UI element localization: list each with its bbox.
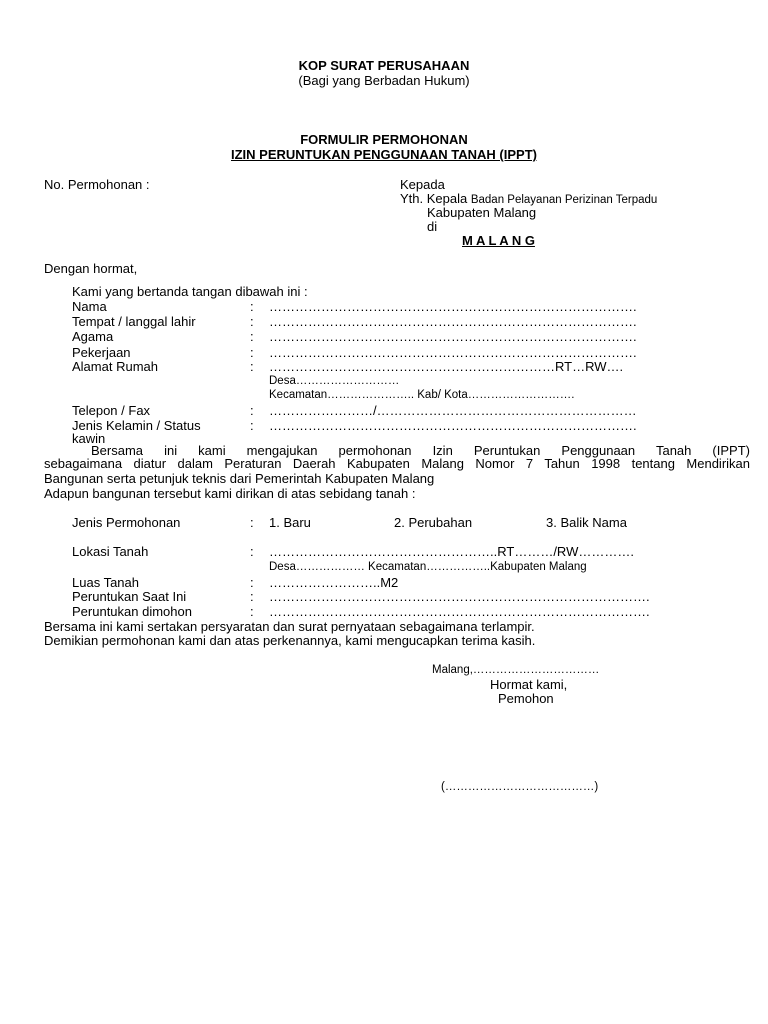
peruntukan-saat-field[interactable]: ……………………………………………………………………………. [269,589,650,604]
closing-line-1: Bersama ini kami sertakan persyaratan dan surat pernyataan sebagaimana terlampir. [44,619,535,634]
jk-colon: : [250,418,254,433]
alamat-field[interactable]: …………………………………………………………RT…RW…. [269,359,624,374]
jk-label: Jenis Kelamin / Status [72,418,201,433]
nama-field[interactable]: …………………………………………………………………………. [269,299,637,314]
paragraph-line-3: Bangunan serta petunjuk teknis dari Pemerintah Kabupaten Malang [44,471,435,486]
letterhead-subtitle: (Bagi yang Berbadan Hukum) [298,73,470,88]
nama-label: Nama [72,299,107,314]
peruntukan-dimohon-colon: : [250,604,254,619]
peruntukan-dimohon-field[interactable]: ……………………………………………………………………………. [269,604,650,619]
recipient-kepada: Kepada [400,177,445,192]
recipient-agency: Badan Pelayanan Perizinan Terpadu [470,194,658,206]
ttl-field[interactable]: …………………………………………………………………………. [269,314,637,329]
jenis-colon: : [250,515,254,530]
option-perubahan[interactable]: 2. Perubahan [394,515,473,530]
telepon-colon: : [250,403,254,418]
form-title: FORMULIR PERMOHONAN [300,132,468,147]
sign-pemohon: Pemohon [498,691,554,706]
intro-text: Kami yang bertanda tangan dibawah ini : [72,284,308,299]
jenis-permohonan-label: Jenis Permohonan [72,515,181,530]
nama-colon: : [250,299,254,314]
pekerjaan-colon: : [250,345,254,360]
pekerjaan-label: Pekerjaan [72,345,131,360]
sign-hormat: Hormat kami, [490,677,568,692]
paragraph-line-2: sebagaimana diatur dalam Peraturan Daerah Kabupaten Malang Nomor 7 Tahun 1998 tentang Mendirikan [44,456,750,471]
agama-label: Agama [72,329,114,344]
lokasi-colon: : [250,544,254,559]
jk-label-continued: kawin [72,431,106,446]
recipient-di: di [427,219,438,234]
land-intro: Adapun bangunan tersebut kami dirikan di atas sebidang tanah : [44,486,416,501]
sign-name-field[interactable]: (…………………………………) [441,781,599,793]
ttl-colon: : [250,314,254,329]
telepon-field[interactable]: ……………………/…………………………………………………… [269,403,637,418]
lokasi-desa-field[interactable]: Desa……………… Kecamatan……………..Kabupaten Malang [269,561,587,573]
sign-place-date[interactable]: Malang,…………………………… [432,664,600,676]
ttl-label: Tempat / langgal lahir [72,314,196,329]
greeting: Dengan hormat, [44,261,138,276]
luas-colon: : [250,575,254,590]
luas-field[interactable]: ……………………..M2 [269,575,399,590]
pekerjaan-field[interactable]: …………………………………………………………………………. [269,345,637,360]
paragraph-line-1: Bersama ini kami mengajukan permohonan Izin Peruntukan Penggunaan Tanah (IPPT) [91,443,750,458]
jk-field[interactable]: …………………………………………………………………………. [269,418,637,433]
recipient-yth: Yth. Kepala [400,191,468,206]
lokasi-field[interactable]: ……………………………………………..RT………/RW…………. [269,544,634,559]
agama-colon: : [250,329,254,344]
application-number-label: No. Permohonan : [44,177,150,192]
luas-label: Luas Tanah [72,575,139,590]
peruntukan-dimohon-label: Peruntukan dimohon [72,604,192,619]
peruntukan-saat-label: Peruntukan Saat Ini [72,589,187,604]
option-baru[interactable]: 1. Baru [269,515,311,530]
form-subtitle: IZIN PERUNTUKAN PENGGUNAAN TANAH (IPPT) [231,147,537,162]
letterhead-title: KOP SURAT PERUSAHAAN [298,58,470,73]
recipient-city: M A L A N G [462,233,535,248]
alamat-label: Alamat Rumah [72,359,158,374]
alamat-kecamatan-field[interactable]: Kecamatan………………….. Kab/ Kota………………………. [269,389,575,401]
option-balik-nama[interactable]: 3. Balik Nama [546,515,627,530]
recipient-regency: Kabupaten Malang [427,205,537,220]
lokasi-label: Lokasi Tanah [72,544,149,559]
closing-line-2: Demikian permohonan kami dan atas perkenannya, kami mengucapkan terima kasih. [44,633,536,648]
alamat-colon: : [250,359,254,374]
telepon-label: Telepon / Fax [72,403,151,418]
peruntukan-saat-colon: : [250,589,254,604]
alamat-desa-field[interactable]: Desa……………………… [269,375,400,387]
agama-field[interactable]: …………………………………………………………………………. [269,329,637,344]
